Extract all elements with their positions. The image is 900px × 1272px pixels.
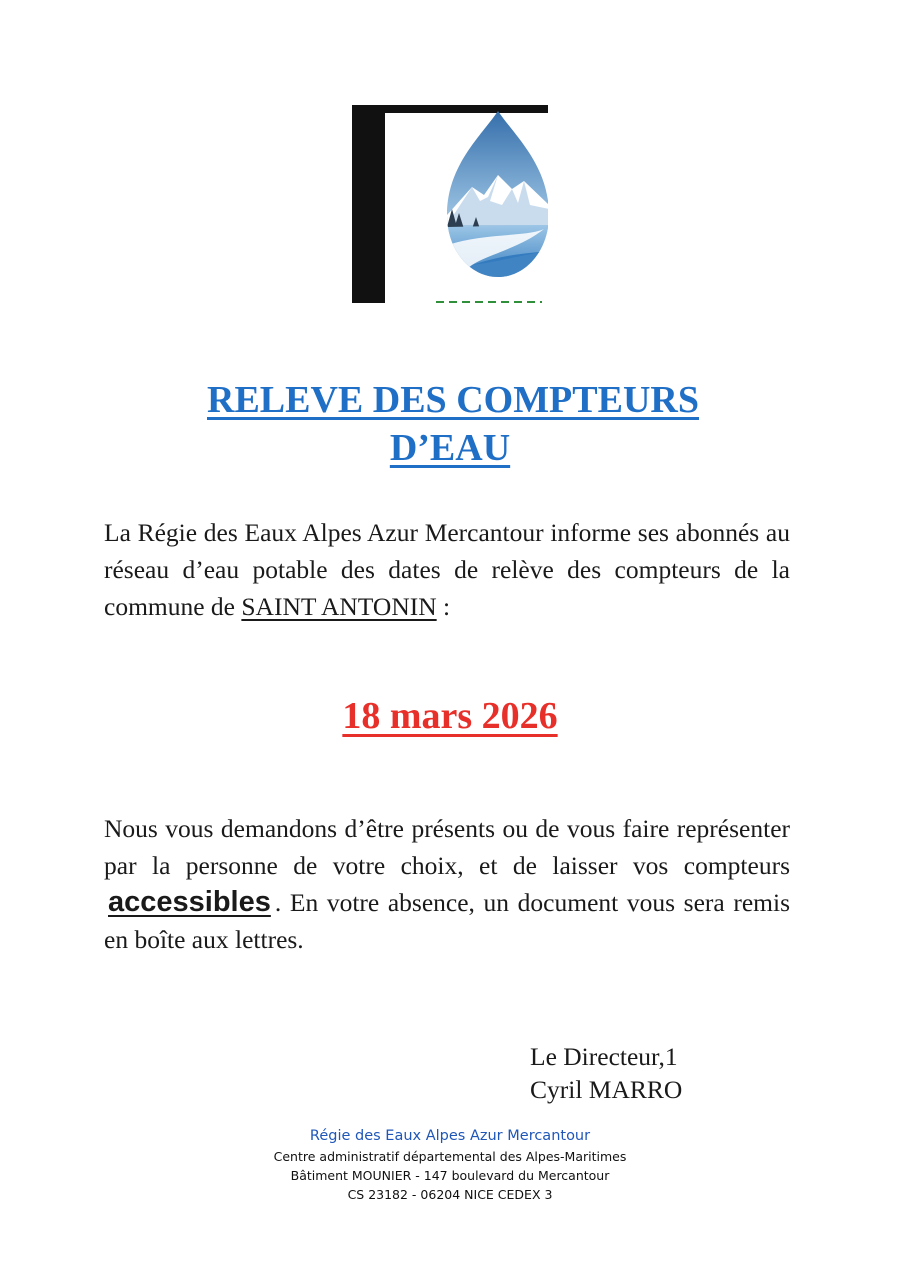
- footer-address-line-1: Centre administratif départemental des Alpes-Maritimes: [273, 1149, 627, 1164]
- request-paragraph: [104, 810, 790, 958]
- footer-address-line-2: Bâtiment MOUNIER - 147 boulevard du Mercantour: [290, 1168, 610, 1183]
- footer-address-line-3: CS 23182 - 06204 NICE CEDEX 3: [347, 1187, 553, 1202]
- request-part-1: Nous vous demandons d’être présents ou de vous faire représenter par la personne de votre choix, et de laisser vos compteurs: [104, 814, 790, 880]
- water-drop-mountain-logo-icon: [352, 105, 548, 310]
- intro-paragraph: [104, 514, 790, 625]
- signatory-title: Le Directeur,1: [530, 1042, 678, 1071]
- signature-block: [530, 1040, 682, 1106]
- request-part-2: . En votre absence, un document vous sera remis en boîte aux lettres.: [104, 888, 790, 954]
- title-line-2-text: D’EAU: [389, 427, 511, 469]
- footer: [0, 1125, 900, 1204]
- signatory-name: Cyril MARRO: [530, 1075, 683, 1104]
- reading-date-text: 18 mars 2026: [342, 695, 558, 737]
- title-line-2: [0, 426, 900, 470]
- reading-date: [0, 694, 900, 738]
- title-line-1-text: RELEVE DES COMPTEURS: [207, 379, 699, 421]
- intro-text: La Régie des Eaux Alpes Azur Mercantour informe ses abonnés au réseau d’eau potable des dates de relève des compteurs de la commune de: [104, 518, 790, 621]
- commune-name: SAINT ANTONIN: [241, 592, 437, 621]
- accessibles-emphasis: accessibles: [108, 886, 271, 918]
- intro-suffix: :: [436, 592, 451, 621]
- title-line-1: [0, 378, 900, 422]
- footer-organization: Régie des Eaux Alpes Azur Mercantour: [309, 1128, 591, 1144]
